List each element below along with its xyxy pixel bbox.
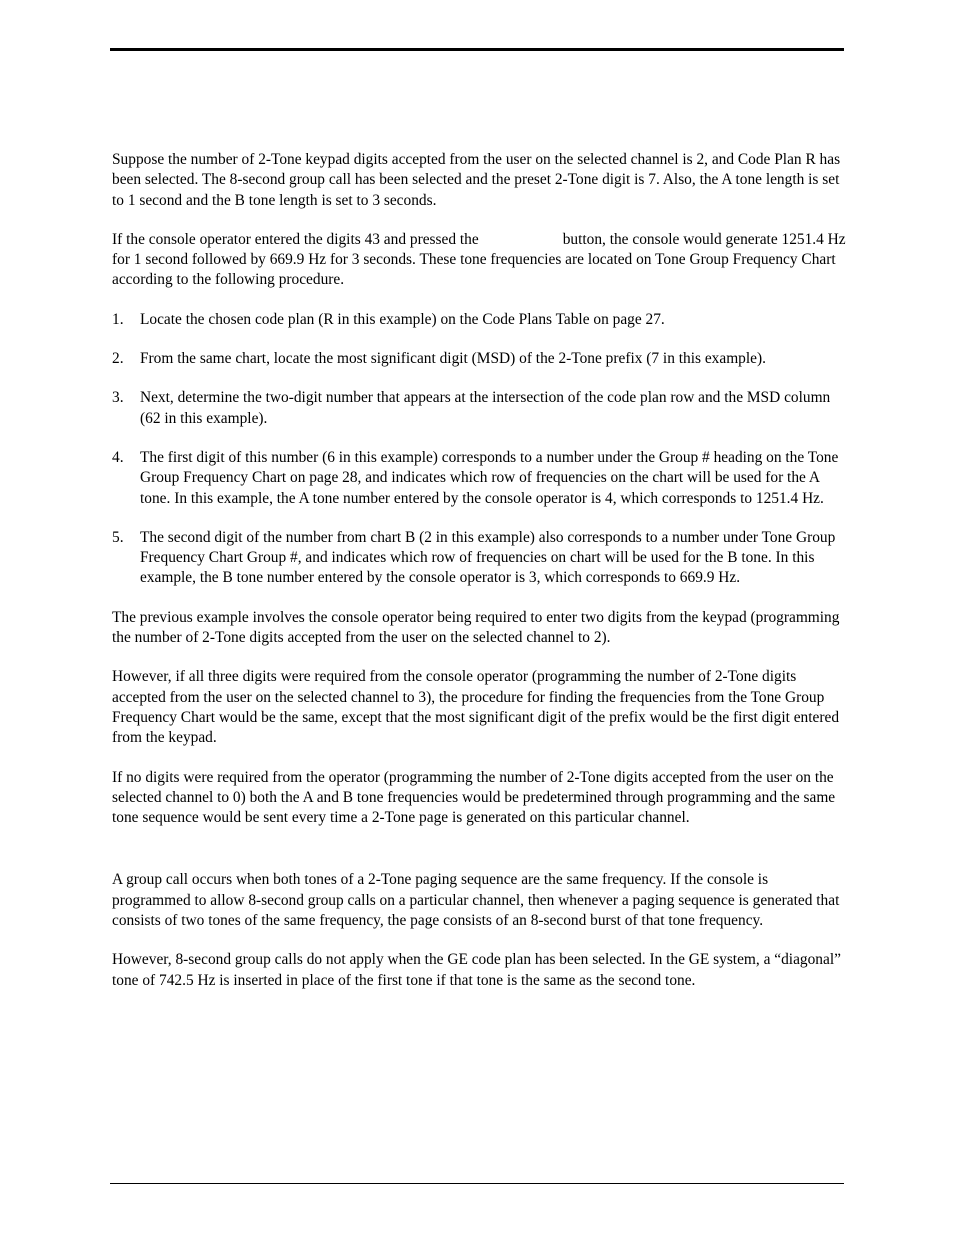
procedure-steps	[112, 310, 846, 589]
example-paragraph-3: The previous example involves the console operator being required to enter two digits from the keypad (programming the number of 2-Tone digits accepted from the user on the selected channel to 2).	[112, 608, 840, 647]
step-number: 4.	[112, 448, 124, 466]
example-paragraph-2-start: If the console operator entered the digits 43 and pressed the	[112, 230, 479, 248]
procedure-step	[112, 528, 846, 589]
procedure-step	[112, 388, 846, 429]
header-rule	[110, 48, 844, 51]
footer-rule	[110, 1183, 844, 1184]
procedure-step	[112, 349, 846, 369]
section-spacer	[112, 847, 846, 870]
example-paragraph-5: If no digits were required from the operator (programming the number of 2-Tone digits accepted from the user on the selected channel to 0) both the A and B tone frequencies would be predetermined through programming and the same tone sequence would be sent every time a 2-Tone page is generated on this particular channel.	[112, 768, 836, 827]
step-text: The second digit of the number from chart B (2 in this example) also corresponds to a number under Tone Group Frequency Chart Group #, and indicates which row of frequencies on chart will be used for the B tone. In this example, the B tone number entered by the console operator is 3, which corresponds to 669.9 Hz.	[140, 528, 836, 587]
procedure-step	[112, 310, 846, 330]
example-paragraph-4: However, if all three digits were required from the console operator (programming the number of 2-Tone digits accepted from the user on the selected channel to 3), the procedure for finding the frequencies from the Tone Group Frequency Chart would be the same, except that the most significant digit of the prefix would be the first digit entered from the keypad.	[112, 668, 840, 747]
step-number: 1.	[112, 310, 124, 328]
example-paragraph-2-end: button, the console would generate 1251.4 Hz for 1 second followed by 669.9 Hz for 3 seconds. These tone frequencies are located on Tone Group Frequency Chart according to the following procedure.	[112, 230, 846, 289]
step-text: Next, determine the two-digit number that appears at the intersection of the code plan row and the MSD column (62 in this example).	[140, 389, 831, 427]
example-paragraph-2	[112, 230, 846, 291]
step-number: 2.	[112, 350, 124, 368]
example-paragraph-1: Suppose the number of 2-Tone keypad digits accepted from the user on the selected channel is 2, and Code Plan R has been selected. The 8-second group call has been selected and the preset 2-Tone digit is 7. Also, the A tone length is set to 1 second and the B tone length is set to 3 seconds.	[112, 151, 841, 209]
group-call-paragraph-2: However, 8-second group calls do not apply when the GE code plan has been selected. In the GE system, a “diagonal” tone of 742.5 Hz is inserted in place of the first tone if that tone is the same as the second tone.	[112, 951, 841, 989]
group-call-paragraph-1: A group call occurs when both tones of a 2-Tone paging sequence are the same frequency. If the console is programmed to allow 8-second group calls on a particular channel, then whenever a paging sequence is generated that consists of two tones of the same frequency, the page consists of an 8-second burst of that tone frequency.	[112, 871, 840, 930]
step-text: The first digit of this number (6 in this example) corresponds to a number under the Group # heading on the Tone Group Frequency Chart on page 28, and indicates which row of frequencies on the chart will be used for the A tone. In this example, the A tone number entered by the console operator is 4, which corresponds to 1251.4 Hz.	[140, 448, 839, 507]
step-text: Locate the chosen code plan (R in this example) on the Code Plans Table on page 27.	[140, 310, 665, 328]
step-number: 5.	[112, 528, 124, 546]
page-body	[112, 150, 846, 1010]
procedure-step	[112, 448, 846, 509]
step-number: 3.	[112, 389, 124, 407]
step-text: From the same chart, locate the most significant digit (MSD) of the 2-Tone prefix (7 in this example).	[140, 350, 766, 368]
